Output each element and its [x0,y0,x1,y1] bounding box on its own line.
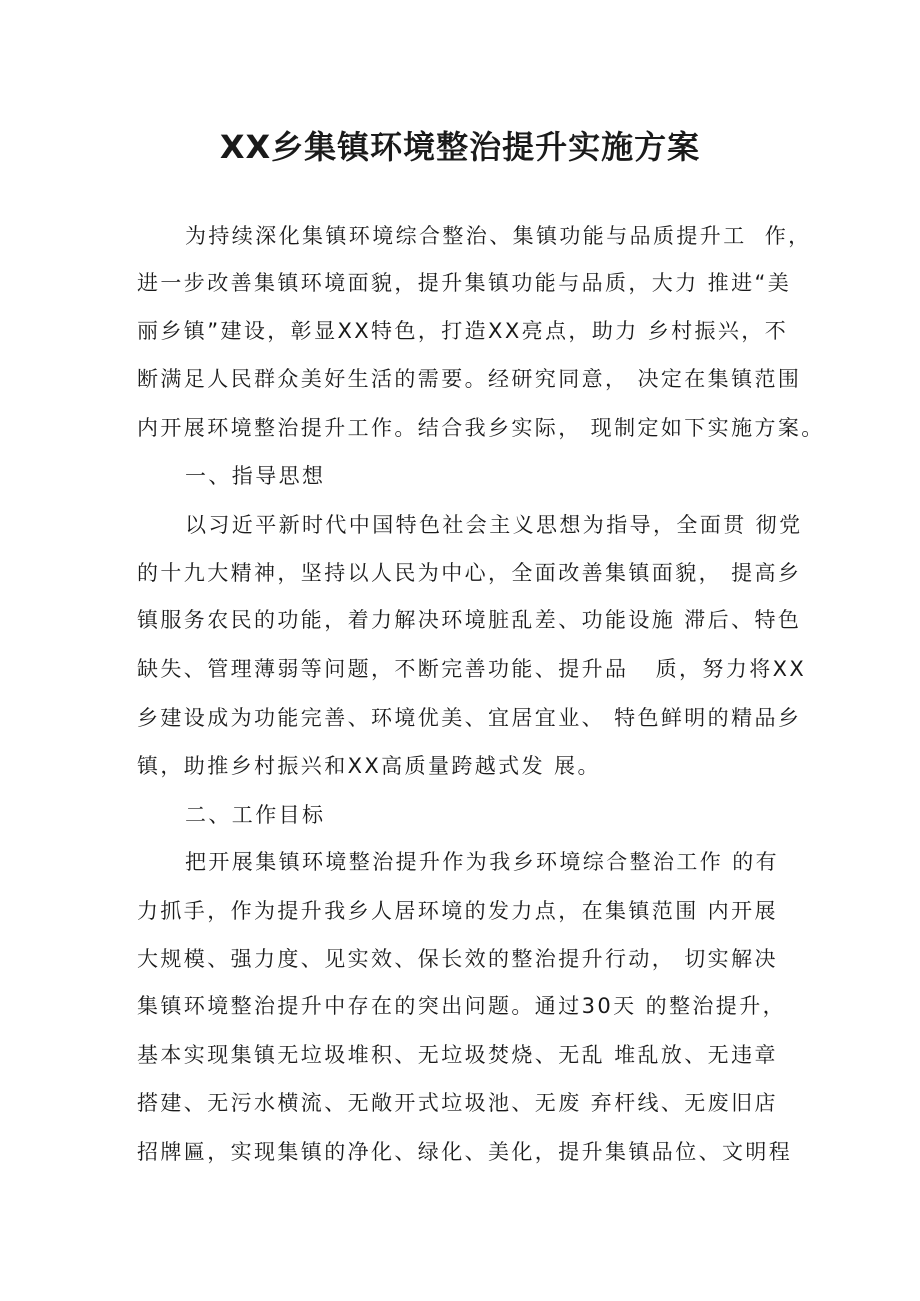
section2-line: 把开展集镇环境整治提升作为我乡环境综合整治工作 的有 [185,850,780,874]
section2-line: 力抓手，作为提升我乡人居环境的发力点，在集镇范围 内开展 [137,899,778,923]
section1-line: 缺失、管理薄弱等问题，不断完善功能、提升品 质，努力将XX [137,657,807,681]
intro-line: 内开展环境整治提升工作。结合我乡实际， 现制定如下实施方案。 [137,416,825,440]
section1-line: 镇服务农民的功能，着力解决环境脏乱差、功能设施 滞后、特色 [137,608,802,632]
section1-line: 的十九大精神，坚持以人民为中心，全面改善集镇面貌， 提高乡 [137,561,802,585]
section1-line: 以习近平新时代中国特色社会主义思想为指导，全面贯 彻党 [185,513,803,537]
section2-line: 招牌匾，实现集镇的净化、绿化、美化，提升集镇品位、文明程 [137,1140,793,1164]
section2-line: 集镇环境整治提升中存在的突出问题。通过30天 的整治提升， [137,994,786,1018]
section2-line: 基本实现集镇无垃圾堆积、无垃圾焚烧、无乱 堆乱放、无违章 [137,1043,778,1067]
intro-line: 进一步改善集镇环境面貌，提升集镇功能与品质，大力 推进“美 [137,271,792,295]
intro-line: 丽乡镇”建设，彰显XX特色，打造XX亮点，助力 乡村振兴，不 [137,319,789,343]
section1-line: 镇，助推乡村振兴和XX高质量跨越式发 展。 [137,754,601,778]
intro-line: 为持续深化集镇环境综合整治、集镇功能与品质提升工 作， [185,224,812,248]
section-heading-guiding-ideology: 一、指导思想 [185,464,326,488]
section2-line: 搭建、无污水横流、无敞开式垃圾池、无废 弃杆线、无废旧店 [137,1091,778,1115]
document-title: XX乡集镇环境整治提升实施方案 [219,128,701,166]
section2-line: 大规模、强力度、见实效、保长效的整治提升行动， 切实解决 [137,947,778,971]
intro-line: 断满足人民群众美好生活的需要。经研究同意， 决定在集镇范围 [137,367,802,391]
section1-line: 乡建设成为功能完善、环境优美、宜居宜业、 特色鲜明的精品乡 [137,706,802,730]
section-heading-work-goals: 二、工作目标 [185,803,326,827]
